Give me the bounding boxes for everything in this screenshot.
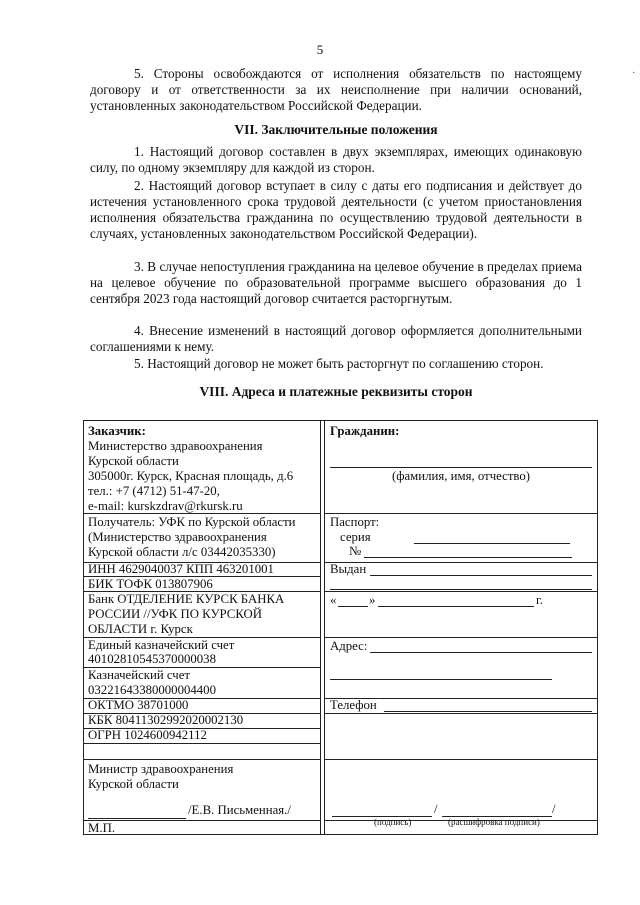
ogrn: ОГРН 1024600942112: [88, 728, 207, 742]
issued-field-line2[interactable]: [330, 589, 592, 590]
page-number: 5: [316, 42, 324, 57]
section-7-item-5: 5. Настоящий договор не может быть расторгнут по соглашению сторон.: [134, 356, 544, 371]
minister-title-line2: Курской области: [88, 777, 179, 791]
row-line: [84, 743, 320, 744]
single-treasury-account-number: 40102810545370000038: [88, 652, 216, 666]
date-day-field[interactable]: [338, 606, 368, 607]
date-month-field[interactable]: [378, 606, 534, 607]
bank-line2: РОССИИ //УФК ПО КУРСКОЙ: [88, 607, 263, 621]
requisites-table: [83, 420, 598, 835]
citizen-phone-label: Телефон: [330, 698, 377, 712]
inn-kpp: ИНН 4629040037 КПП 463201001: [88, 562, 274, 576]
column-divider-inner: [324, 421, 325, 834]
signature-slash-2: /: [552, 802, 556, 816]
date-quote-open: «: [330, 593, 337, 607]
citizen-address-field-line2[interactable]: [330, 679, 552, 680]
citizen-fio-line[interactable]: [330, 467, 592, 468]
date-year-suffix: г.: [536, 593, 544, 607]
customer-name-line2: Курской области: [88, 454, 179, 468]
passport-series-label: серия: [340, 530, 371, 544]
recipient-line2: (Министерство здравоохранения: [88, 530, 267, 544]
row-line: [324, 759, 597, 760]
citizen-phone-field[interactable]: [384, 711, 592, 712]
section-8-title: VIII. Адреса и платежные реквизиты сторон: [199, 384, 473, 399]
customer-name-line1: Министерство здравоохранения: [88, 439, 263, 453]
margin-mark: ·: [632, 68, 636, 79]
bank-line1: Банк ОТДЕЛЕНИЕ КУРСК БАНКА: [88, 592, 285, 606]
section-7-item-1: 1. Настоящий договор составлен в двух экземплярах, имеющих одинаковую силу, по одному экземпляру для каждой из сторон.: [90, 144, 582, 175]
section-7-item-4: 4. Внесение изменений в настоящий договор оформляется дополнительными соглашениями к нему.: [90, 323, 582, 354]
signature-slash-1: /: [434, 802, 438, 816]
bik: БИК ТОФК 013807906: [88, 577, 213, 591]
row-line: [84, 759, 320, 760]
row-line: [324, 513, 597, 514]
section-7-item-2: 2. Настоящий договор вступает в силу с даты его подписания и действует до истечения установленного срока трудовой деятельности (с учетом приостановления исполнения обязательства гражданина по осуществлению трудовой деятельности в случаях, установленных законодательством Российской Федерации).: [90, 178, 582, 241]
stamp-place: М.П.: [88, 821, 116, 835]
bank-line3: ОБЛАСТИ г. Курск: [88, 622, 193, 636]
passport-series-field[interactable]: [414, 543, 570, 544]
treasury-account-label: Казначейский счет: [88, 668, 191, 682]
row-line: [324, 713, 597, 714]
issued-field[interactable]: [370, 575, 592, 576]
fio-caption: (фамилия, имя, отчество): [391, 469, 531, 483]
column-divider: [320, 421, 321, 834]
date-quote-close: »: [369, 593, 376, 607]
customer-label: Заказчик:: [88, 424, 146, 438]
issued-label: Выдан: [330, 562, 367, 576]
treasury-account-number: 03221643380000004400: [88, 683, 216, 697]
customer-address: 305000г. Курск, Красная площадь, д.6: [88, 469, 294, 483]
passport-number-field[interactable]: [364, 557, 572, 558]
passport-number-label: №: [349, 544, 362, 558]
row-line: [84, 820, 320, 821]
customer-phone: тел.: +7 (4712) 51-47-20,: [88, 484, 220, 498]
signature-decode-caption: (расшифровка подписи): [448, 817, 540, 827]
citizen-label: Гражданин:: [330, 424, 400, 438]
paragraph-obligations-release: 5. Стороны освобождаются от исполнения обязательств по настоящему договору и от ответственности за их неисполнение при наличии оснований, установленных законодательством Российской Федерации.: [90, 66, 582, 113]
oktmo: ОКТМО 38701000: [88, 698, 189, 712]
customer-email: e-mail: kurskzdrav@rkursk.ru: [88, 499, 243, 513]
row-line: [324, 591, 597, 592]
section-7-item-3: 3. В случае непоступления гражданина на целевое обучение в пределах приема на целевое обучение по образовательной программе высшего образования до 1 сентября 2023 года настоящий договор считается расторгнутым.: [90, 259, 582, 306]
recipient-line3: Курской области л/с 03442035330): [88, 545, 276, 559]
single-treasury-account-label: Единый казначейский счет: [88, 638, 235, 652]
minister-title-line1: Министр здравоохранения: [88, 762, 234, 776]
kbk: КБК 80411302992020002130: [88, 713, 244, 727]
row-line: [324, 637, 597, 638]
section-7-title: VII. Заключительные положения: [234, 122, 438, 137]
citizen-address-field[interactable]: [370, 652, 592, 653]
recipient-line1: Получатель: УФК по Курской области: [88, 515, 296, 529]
minister-signature-name: /Е.В. Письменная./: [188, 803, 291, 817]
passport-label: Паспорт:: [330, 515, 380, 529]
minister-signature-line: [88, 818, 186, 819]
citizen-address-label: Адрес:: [330, 639, 368, 653]
signature-caption: (подпись): [374, 817, 412, 827]
